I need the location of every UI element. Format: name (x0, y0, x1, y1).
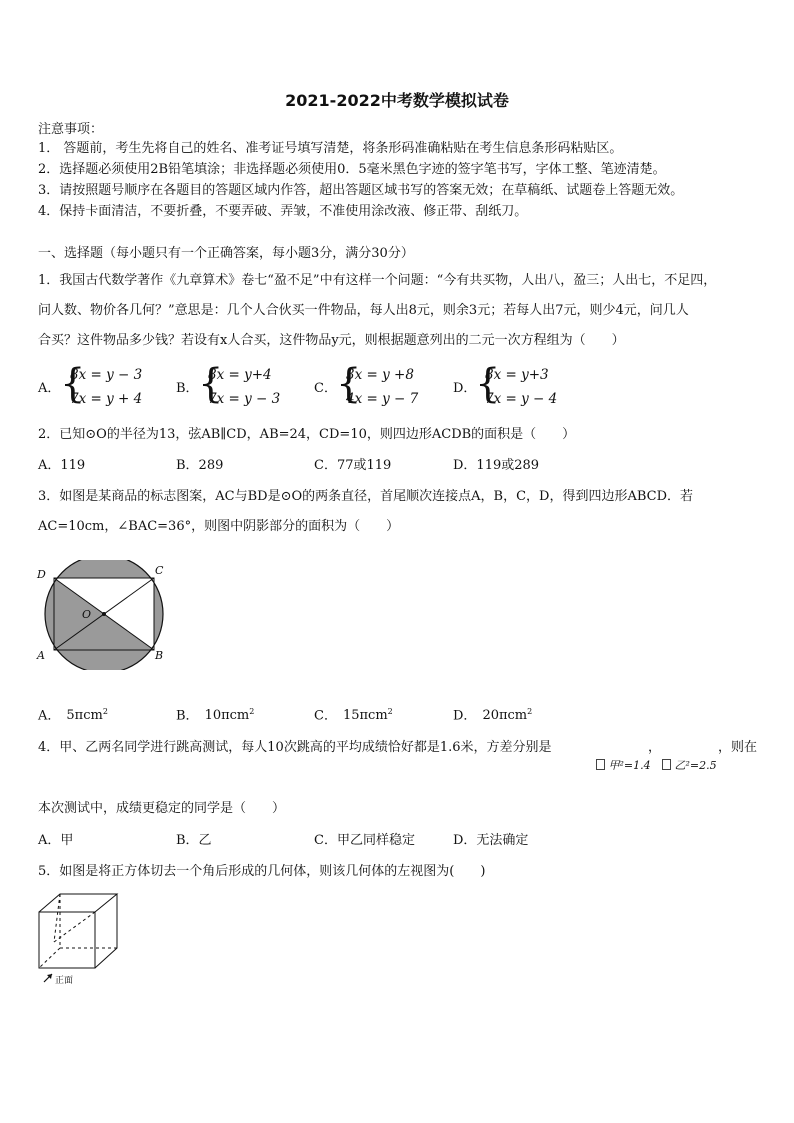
cube-front-face (39, 912, 95, 968)
q2-text: 2．已知⊙O的半径为13，弦AB∥CD，AB=24，CD=10，则四边形ACDB的面积是（ ） (38, 427, 576, 442)
q4-line-2: 本次测试中，成绩更稳定的同学是（ ） (38, 801, 286, 816)
page-title: 2021-2022中考数学模拟试卷 (285, 91, 509, 110)
center-point (102, 612, 106, 616)
q2-option-a[interactable]: A．119 (38, 458, 86, 473)
brace-icon: { (198, 361, 224, 407)
q4-option-d[interactable]: D．无法确定 (453, 833, 529, 848)
s-symbol-placeholder-icon (596, 759, 605, 770)
q1-option-a-system[interactable] (60, 361, 150, 410)
brace-icon: { (60, 361, 86, 407)
s-symbol-placeholder-icon (662, 759, 671, 770)
label-o: O (82, 608, 92, 621)
q1-b-eq2: 7x = y − 3 (208, 391, 281, 407)
notice-item-1: 1． 答题前，考生先将自己的姓名、准考证号填写清楚，将条形码准确粘贴在考生信息条形码粘贴区。 (38, 141, 623, 156)
q3-option-c-exponent: 2 (387, 707, 393, 716)
q1-line-1: 1．我国古代数学著作《九章算术》卷七“盈不足”中有这样一个问题：“今有共买物，人出八，盈三；人出七，不足四， (38, 273, 717, 288)
q4-variance-jia-text: 甲²=1.4 (608, 759, 651, 772)
brace-icon: { (336, 361, 362, 407)
q1-line-2: 问人数、物价各几何？”意思是：几个人合伙买一件物品，每人出8元，则余3元；若每人出7元，则少4元，问几人 (38, 303, 689, 318)
q3-option-d-exponent: 2 (527, 707, 533, 716)
q1-line-3: 合买？这件物品多少钱？若设有x人合买，这件物品y元，则根据题意列出的二元一次方程组为（ ） (38, 333, 625, 348)
q3-option-d-label: D． (453, 708, 477, 724)
notice-item-2: 2．选择题必须使用2B铅笔填涂；非选择题必须使用0．5毫米黑色字迹的签字笔书写，字体工整、笔迹清楚。 (38, 162, 666, 177)
front-label: 正面 (55, 976, 74, 986)
cube-top-face (39, 894, 117, 912)
cut-edge-1 (54, 894, 60, 942)
q1-c-eq1: 3x = y +8 (346, 367, 414, 383)
q3-line-1: 3．如图是某商品的标志图案，AC与BD是⊙O的两条直径，首尾顺次连接点A，B，C，D，得到四边形ABCD．若 (38, 489, 693, 504)
q4-variance-yi (662, 757, 717, 773)
q4-option-b[interactable]: B．乙 (176, 833, 212, 848)
q1-c-eq2: 4x = y − 7 (346, 391, 419, 407)
q1-d-eq2: 7x = y − 4 (485, 391, 558, 407)
q4-variance-jia (596, 757, 651, 773)
q1-a-eq1: 8x = y − 3 (70, 367, 143, 383)
q5-text: 5．如图是将正方体切去一个角后形成的几何体，则该几何体的左视图为( ) (38, 864, 486, 879)
q4-comma: ， (648, 740, 662, 755)
q3-line-2: AC=10cm，∠BAC=36°，则图中阴影部分的面积为（ ） (38, 519, 400, 534)
q3-option-a-value: 5πcm (66, 708, 103, 724)
q1-option-b-label[interactable]: B． (176, 381, 199, 396)
label-b: B (155, 649, 164, 662)
q3-option-c[interactable] (314, 703, 393, 725)
q3-option-b-value: 10πcm (204, 708, 250, 724)
brace-icon: { (475, 361, 501, 407)
q3-option-b-label: B． (176, 708, 199, 724)
q1-option-d-system[interactable] (475, 361, 565, 410)
q4-option-a[interactable]: A．甲 (38, 833, 74, 848)
q1-b-eq1: 8x = y+4 (208, 367, 272, 383)
q3-option-c-label: C． (314, 708, 337, 724)
q3-option-d-value: 20πcm (482, 708, 528, 724)
q1-a-eq2: 7x = y + 4 (70, 391, 143, 407)
notice-item-4: 4．保持卡面清洁，不要折叠，不要弄破、弄皱，不准使用涂改液、修正带、刮纸刀。 (38, 204, 528, 219)
q2-option-b[interactable]: B．289 (176, 458, 224, 473)
q4-text-after: ，则在 (718, 740, 758, 755)
q4-variance-yi-text: 乙²=2.5 (674, 759, 717, 772)
q3-option-d[interactable] (453, 703, 532, 725)
q1-option-c-label[interactable]: C． (314, 381, 337, 396)
q3-option-c-value: 15πcm (342, 708, 388, 724)
notice-item-3: 3．请按照题号顺序在各题目的答题区域内作答，超出答题区域书写的答案无效；在草稿纸、试题卷上答题无效。 (38, 183, 684, 198)
q1-option-d-label[interactable]: D． (453, 381, 477, 396)
q2-option-d[interactable]: D．119或289 (453, 458, 540, 473)
section-heading: 一、选择题（每小题只有一个正确答案，每小题3分，满分30分） (38, 246, 414, 261)
q4-option-c[interactable]: C．甲乙同样稳定 (314, 833, 415, 848)
q4-text-before: 4．甲、乙两名同学进行跳高测试，每人10次跳高的平均成绩恰好都是1.6米，方差分别是 (38, 740, 552, 755)
label-c: C (155, 564, 164, 577)
q3-option-a-label: A． (38, 708, 61, 724)
q2-option-c[interactable]: C．77或119 (314, 458, 392, 473)
q3-option-a-exponent: 2 (102, 707, 108, 716)
q3-option-a[interactable] (38, 703, 108, 725)
q3-option-b[interactable] (176, 703, 254, 725)
q1-d-eq1: 8x = y+3 (485, 367, 549, 383)
q1-option-a-label[interactable]: A． (38, 381, 61, 396)
cube-right-face (95, 894, 117, 968)
label-a: A (37, 649, 45, 662)
label-d: D (37, 568, 46, 581)
q5-figure-cut-cube (34, 890, 144, 990)
q3-figure-circle-logo (34, 560, 174, 670)
q3-option-b-exponent: 2 (249, 707, 255, 716)
q1-option-b-system[interactable] (198, 361, 288, 410)
hidden-edge-diagonal (39, 948, 60, 968)
notice-heading: 注意事项： (38, 122, 104, 137)
q1-option-c-system[interactable] (336, 361, 426, 410)
